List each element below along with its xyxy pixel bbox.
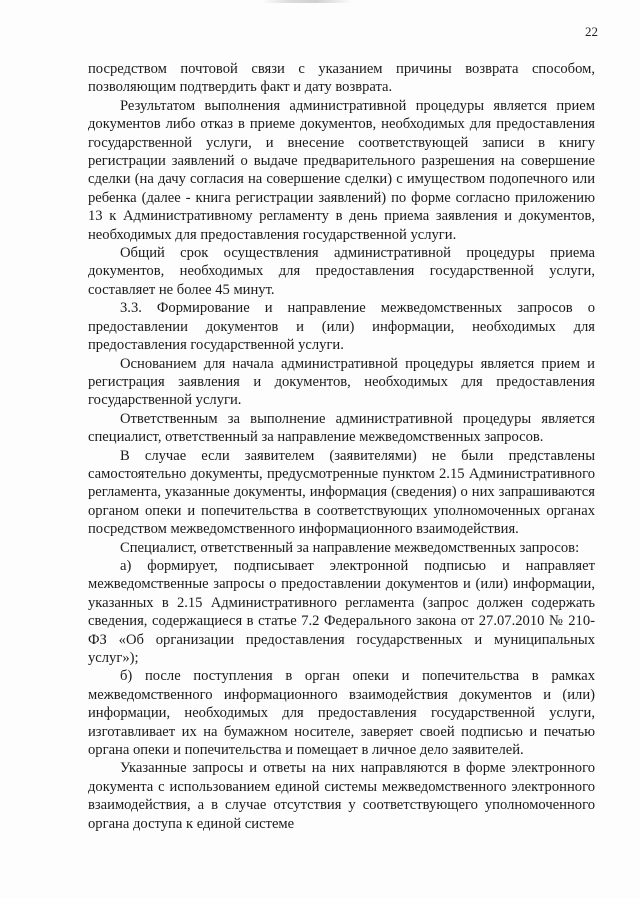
paragraph: Специалист, ответственный за направление межведомственных запросов:	[120, 539, 580, 556]
paragraph: посредством почтовой связи с указанием причины возврата способом, позволяющим подтвердить факт и дату возврата.	[88, 61, 595, 96]
paragraph: В случае если заявителем (заявителями) не были представлены самостоятельно документы, предусмотренные пунктом 2.15 Административного регламента, указанные документы, информация (сведения) о них запрашиваются органом опеки и попечительства в соответствующих уполномоченных органах посредством межведомственного информационного взаимодействия.	[88, 447, 595, 538]
document-body	[88, 60, 595, 833]
paragraph: Результатом выполнения административной процедуры является прием документов либо отказ в приеме документов, необходимых для предоставления государственной услуги, и внесение соответствующей записи в книгу регистрации заявлений о выдаче предварительного разрешения на совершение сделки (на дачу согласия на совершение сделки) с имуществом подопечного или ребенка (далее - книга регистрации заявлений) по форме согласно приложению 13 к Административному регламенту в день приема заявления и документов, необходимых для предоставления государственной услуги.	[88, 97, 595, 243]
paragraph: Ответственным за выполнение административной процедуры является специалист, ответственный за направление межведомственных запросов.	[88, 410, 595, 446]
page-number: 22	[585, 24, 598, 39]
paragraph: Указанные запросы и ответы на них направляются в форме электронного документа с использованием единой системы межведомственного электронного взаимодействия, а в случае отсутствия у соответствующего уполномоченного органа доступа к единой системе	[88, 760, 595, 832]
list-item: б) после поступления в орган опеки и попечительства в рамках межведомственного информационного взаимодействия документов и (или) информации, необходимых для предоставления государственной услуги, изготавливает их на бумажном носителе, заверяет своей подписью и печатью органа опеки и попечительства и помещает в личное дело заявителей.	[88, 668, 595, 759]
paragraph: Общий срок осуществления административной процедуры приема документов, необходимых для предоставления государственной услуги, составляет не более 45 минут.	[88, 245, 595, 298]
scan-artifact	[262, 0, 352, 3]
list-item: а) формирует, подписывает электронной подписью и направляет межведомственные запросы о предоставлении документов и (или) информации, указанных в 2.15 Административного регламента (запрос должен содержать сведения, содержащиеся в статье 7.2 Федерального закона от 27.07.2010 № 210-ФЗ «Об организации предоставления государственных и муниципальных услуг»);	[88, 557, 595, 666]
section-heading: 3.3. Формирование и направление межведомственных запросов о предоставлении документов и (или) информации, необходимых для предоставления государственной услуги.	[88, 300, 595, 354]
paragraph: Основанием для начала административной процедуры является прием и регистрация заявления и документов, необходимых для предоставления государственной услуги.	[88, 355, 595, 409]
